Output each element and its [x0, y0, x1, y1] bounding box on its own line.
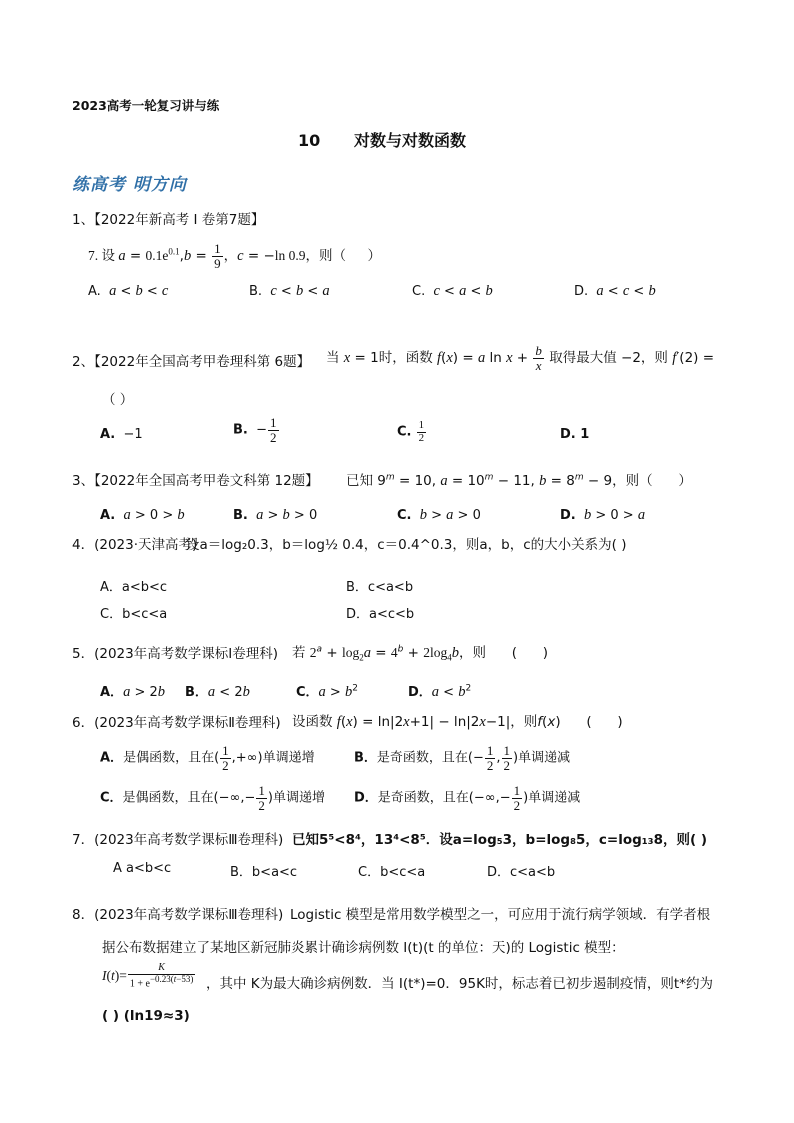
- q7-option-b: B．b<a<c: [230, 865, 298, 880]
- q5-option-a: A．a > 2b: [100, 684, 165, 700]
- q2-paren: （ ）: [102, 392, 134, 408]
- section-heading: 练高考 明方向: [72, 175, 187, 195]
- q1-option-d: D. a < c < b: [574, 283, 656, 299]
- q6-option-d: D．是奇函数，且在(−∞,− $\frac{1}{2}$ )单调递减: [354, 783, 581, 813]
- q8-line3: ，其中 K为最大确诊病例数．当 I(t*)=0．95K时，标志着已初步遏制疫情，则t*约为: [206, 976, 713, 992]
- q3-option-d: D. b > 0 > a: [560, 507, 646, 523]
- q3-option-c: C. b > a > 0: [397, 507, 481, 523]
- q6-option-c: C．是偶函数，且在(−∞,− $\frac{1}{2}$ )单调递增: [100, 783, 325, 813]
- q5-label: 5．(2023年高考数学课标Ⅰ卷理科): [72, 646, 278, 662]
- q1-option-b: B. c < b < a: [249, 283, 330, 299]
- q1-stem: 7. 设 $a = 0.1e^{0.1},b$ = $\frac{1}{9}$ ，c = −ln 0.9，则（ ）: [88, 241, 381, 271]
- q2-option-c: C. $\frac{1}{2}$: [397, 419, 425, 444]
- q3-option-b: B. a > b > 0: [233, 507, 318, 523]
- q2-option-d: D. 1: [560, 427, 590, 442]
- q7-label: 7．(2023年高考数学课标Ⅲ卷理科): [72, 832, 284, 848]
- q1-label: 1、【2022年新高考 I 卷第7题】: [72, 212, 265, 228]
- q2-stem: 当 x = 1时，函数 f(x) = a ln x + $\frac{b}{x}$ 取得最大值 −2，则 f′(2) =: [326, 343, 715, 373]
- q5-option-c: C．$a > b^2$: [296, 683, 358, 700]
- q4-option-c: C．b<c<a: [100, 607, 168, 622]
- q3-stem: 已知 $9^m = 10$, $a = 10^m - 11$, $b = 8^m - 9$，则（ ）: [346, 472, 692, 489]
- q8-line2: 据公布数据建立了某地区新冠肺炎累计确诊病例数 I(t)(t 的单位：天)的 Logistic 模型：: [102, 940, 625, 956]
- page-title: [298, 128, 466, 151]
- q1-option-a: A. a < b < c: [88, 283, 169, 299]
- q4-option-a: A．a<b<c: [100, 580, 168, 595]
- q4-option-d: D．a<c<b: [346, 607, 415, 622]
- q3-option-a: A. a > 0 > b: [100, 507, 185, 523]
- q2-option-b: B. − $\frac{1}{2}$: [233, 415, 277, 445]
- q8-formula: I(t)= $\frac{K}{1 + e^{-0.23(t-53)}}$: [102, 962, 194, 989]
- q4-label: 4．(2023·天津高考): [72, 537, 198, 553]
- q7-option-c: C．b<c<a: [358, 865, 426, 880]
- q7-option-a: A a<b<c: [113, 861, 172, 876]
- chapter-number: 10: [298, 131, 321, 150]
- q4-stem: 设a＝log₂0.3，b＝log½ 0.4，c＝0.4^0.3，则a，b，c的大小关系为( ): [186, 537, 627, 553]
- q6-label: 6．(2023年高考数学课标Ⅱ卷理科): [72, 715, 281, 731]
- q7-stem: 已知5⁵<8⁴，13⁴<8⁵．设a=log₅3，b=log₈5，c=log₁₃8，则( ): [292, 832, 708, 848]
- q2-label: 2、【2022年全国高考甲卷理科第 6题】: [72, 354, 311, 370]
- q5-option-b: B．a < 2b: [185, 684, 250, 700]
- q8-line4: ( ) (ln19≈3): [102, 1008, 190, 1024]
- q8-line1: Logistic 模型是常用数学模型之一，可应用于流行病学领域．有学者根: [290, 907, 711, 923]
- q8-label: 8．(2023年高考数学课标Ⅲ卷理科): [72, 907, 284, 923]
- series-header: 2023高考一轮复习讲与练: [72, 98, 220, 113]
- chapter-title: 对数与对数函数: [354, 131, 467, 150]
- q7-option-d: D．c<a<b: [487, 865, 556, 880]
- q5-stem: 若 $2^a + \log_2a = 4^b + 2\log_4b$，则 ( ): [292, 644, 549, 663]
- q6-stem: 设函数 f(x) = ln|2x+1| − ln|2x−1|，则f(x) ( ): [292, 714, 623, 730]
- q1-option-c: C. c < a < b: [412, 283, 493, 299]
- q6-option-b: B．是奇函数，且在(− $\frac{1}{2}$ , $\frac{1}{2}$ )单调递减: [354, 743, 571, 773]
- q5-option-d: D．$a < b^2$: [408, 683, 472, 700]
- q3-label: 3、【2022年全国高考甲卷文科第 12题】: [72, 473, 319, 489]
- q4-option-b: B．c<a<b: [346, 580, 414, 595]
- q6-option-a: A．是偶函数，且在( $\frac{1}{2}$ ,+∞)单调递增: [100, 743, 315, 773]
- q2-option-a: A. −1: [100, 427, 143, 442]
